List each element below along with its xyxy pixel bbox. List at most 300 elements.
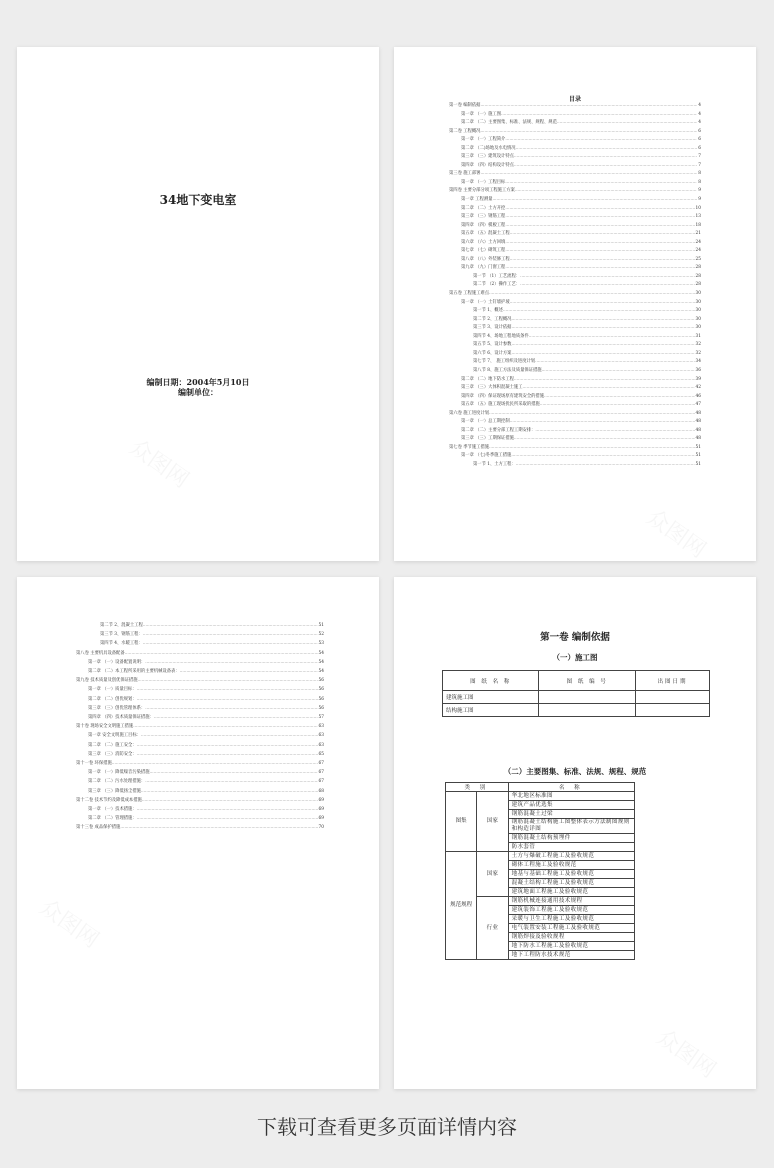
toc-leader xyxy=(489,290,694,299)
toc-entry-text: 第一章 （一）总工期控制 xyxy=(461,419,510,425)
toc-entry-text: 第四节 4、水暖工程： xyxy=(100,641,143,647)
watermark xyxy=(641,501,713,564)
toc-page-number: 48 xyxy=(695,419,701,425)
toc-page-number: 21 xyxy=(695,231,701,237)
toc-leader xyxy=(505,179,697,188)
toc-page-number: 32 xyxy=(695,350,701,356)
table-cell: 结构施工图 xyxy=(443,704,539,717)
toc-entry[interactable] xyxy=(449,427,701,436)
table-cell: 地下工程防水技术规范 xyxy=(508,951,634,960)
toc-leader xyxy=(511,324,694,333)
toc-page-number: 9 xyxy=(698,197,701,203)
toc-entry[interactable] xyxy=(76,713,324,722)
toc-page-number: 42 xyxy=(695,385,701,391)
toc-leader xyxy=(516,461,695,470)
toc-entry[interactable] xyxy=(449,230,701,239)
toc-entry[interactable] xyxy=(449,213,701,222)
toc-page-number: 30 xyxy=(695,291,701,297)
toc-entry[interactable] xyxy=(449,162,701,171)
toc-entry[interactable] xyxy=(449,205,701,214)
toc-entry[interactable] xyxy=(76,621,324,630)
toc-leader xyxy=(112,759,318,768)
toc-entry-text: 第三章 （三）工期保证措施 xyxy=(461,436,514,442)
toc-entry-text: 第一节 1、土方工程： xyxy=(473,461,516,467)
toc-page-number: 30 xyxy=(695,299,701,305)
table-row xyxy=(446,852,635,861)
toc-entry[interactable] xyxy=(76,630,324,639)
cover-title: 34地下变电室 xyxy=(159,193,237,207)
toc-entry-text: 第一章 （一）技术措施： xyxy=(88,807,137,813)
toc-entry[interactable] xyxy=(76,649,324,658)
table-cell: 钢筋焊接及验收规程 xyxy=(508,933,634,942)
toc-entry-text: 第八卷 主要机具设备配备 xyxy=(76,650,125,656)
toc-leader xyxy=(515,187,697,196)
toc-leader xyxy=(511,452,694,461)
toc-entry-text: 第一章 （七)冬季施工措施 xyxy=(461,453,512,459)
standards-table xyxy=(445,782,635,960)
toc-entry-text: 第六节 6、设计方案 xyxy=(473,350,512,356)
table-header: 图 纸 名 称 xyxy=(443,671,539,691)
toc-entry-text: 第三卷 施工部署 xyxy=(449,171,481,177)
toc-entry-text: 第三章 （三）大体积混凝土施工 xyxy=(461,385,523,391)
toc-entry[interactable] xyxy=(449,452,701,461)
toc-entry[interactable] xyxy=(449,384,701,393)
toc-entry-text: 第二章 （二）土方开挖 xyxy=(461,205,506,211)
table-cell: 华北地区标准图 xyxy=(508,792,634,801)
toc-entry[interactable] xyxy=(449,196,701,205)
toc-page-number: 67 xyxy=(318,761,324,767)
toc-entry-text: 第二章 （二）主要分部工程工期安排： xyxy=(461,427,536,433)
toc-leader xyxy=(516,145,698,154)
toc-leader xyxy=(137,695,318,704)
toc-leader xyxy=(535,358,694,367)
table-row xyxy=(443,704,710,717)
toc-leader xyxy=(143,630,318,639)
toc-entry-text: 第一章 （一）施工图 xyxy=(461,111,502,117)
toc-entry[interactable] xyxy=(76,768,324,777)
toc-leader xyxy=(511,341,694,350)
toc-entry[interactable] xyxy=(449,350,701,359)
toc-entry[interactable] xyxy=(449,136,701,145)
toc-entry-text: 第二章 （二）创优规划： xyxy=(88,696,137,702)
toc-leader xyxy=(510,230,695,239)
table-cell: 钢筋混凝土过梁 xyxy=(508,810,634,819)
toc-entry[interactable] xyxy=(76,639,324,648)
toc-entry[interactable] xyxy=(449,247,701,256)
table-row xyxy=(446,783,635,792)
toc-entry[interactable] xyxy=(449,119,701,128)
toc-entry-text: 第二节 2、工程概况 xyxy=(473,316,512,322)
table-cell: 建筑施工图 xyxy=(443,691,539,704)
toc-page-number: 24 xyxy=(695,239,701,245)
toc-entry-text: 第八节 8、施工方法及质量保证措施 xyxy=(473,367,542,373)
toc-leader xyxy=(489,444,694,453)
toc-leader xyxy=(529,333,695,342)
toc-leader xyxy=(137,805,318,814)
toc-entry-text: 第二节 2、混凝土工程 xyxy=(100,623,143,628)
toc-entry[interactable] xyxy=(449,333,701,342)
toc-entry-text: 第四章 （四）保证现场原有建筑安全的措施 xyxy=(461,393,545,399)
toc-entry-text: 第一节 （1）工艺流程： xyxy=(473,273,521,279)
toc-entry-text: 第八章 （八）外装修工程 xyxy=(461,256,510,262)
toc-leader xyxy=(514,153,697,162)
toc-entry-text: 第十一卷 环保措施 xyxy=(76,761,112,767)
toc-entry[interactable] xyxy=(76,704,324,713)
toc-entry[interactable] xyxy=(76,759,324,768)
toc-entry-text: 第一节 1、概述 xyxy=(473,308,503,314)
toc-entry[interactable] xyxy=(449,358,701,367)
toc-leader xyxy=(511,316,694,325)
table-row xyxy=(443,691,710,704)
toc-page-number: 57 xyxy=(318,715,324,721)
table-cell: 建筑装饰工程施工及验收规范 xyxy=(508,906,634,915)
toc-entry-text: 第一章 （一）工程目标 xyxy=(461,179,506,185)
toc-entry[interactable] xyxy=(449,299,701,308)
toc-page-number: 34 xyxy=(695,359,701,365)
toc-leader xyxy=(510,299,695,308)
toc-entry[interactable] xyxy=(76,814,324,823)
toc-page-number: 51 xyxy=(318,623,324,628)
toc-entry[interactable] xyxy=(449,281,701,290)
toc-entry-text: 第七章 （七）砌筑工程 xyxy=(461,248,506,254)
table-cell: 地下防水工程施工及验收规范 xyxy=(508,942,634,951)
toc-entry-text: 第九章 （九）门窗工程 xyxy=(461,265,506,271)
toc-page-number: 56 xyxy=(318,696,324,702)
toc-list xyxy=(449,102,701,470)
toc-leader xyxy=(145,777,317,786)
toc-page-number: 56 xyxy=(318,678,324,684)
toc-page-number: 69 xyxy=(318,807,324,813)
toc-entry-text: 第五章 （五）混凝土工程 xyxy=(461,231,510,237)
toc-entry-text: 第二章 （二）施工安全： xyxy=(88,742,137,748)
table-cell: 电气装置安装工程施工及验收规范 xyxy=(508,924,634,933)
toc-entry[interactable] xyxy=(76,823,324,832)
toc-leader xyxy=(142,796,318,805)
toc-entry-text: 第二章 （二)场地及水电情况 xyxy=(461,145,516,151)
table-header: 图 纸 编 号 xyxy=(539,671,635,691)
section-heading: （二）主要图集、标准、法规、规程、规范 xyxy=(503,767,647,776)
toc-entry-text: 第十卷 现场安全文明施工措施 xyxy=(76,724,134,730)
toc-entry-text: 第一章 （一）质量目标： xyxy=(88,687,137,693)
toc-page-number: 53 xyxy=(318,641,324,647)
toc-entry[interactable] xyxy=(449,128,701,137)
toc-entry-text: 第五节 5、设计参数 xyxy=(473,342,512,348)
toc-leader xyxy=(145,704,317,713)
section-heading: （一）施工图 xyxy=(552,653,598,662)
toc-entry-text: 第四章 （四）技术质量保证措施： xyxy=(88,715,154,721)
toc-page-number: 47 xyxy=(695,402,701,408)
toc-entry[interactable] xyxy=(449,324,701,333)
toc-entry-text: 第四卷 主要分部分项工程施工方案 xyxy=(449,188,515,194)
toc-entry-text: 第四节 4、场地工程地质条件 xyxy=(473,333,529,339)
toc-entry-text: 第七节 7、 施工组织及进度计划 xyxy=(473,359,536,365)
toc-page-number: 70 xyxy=(318,825,324,831)
watermark xyxy=(124,431,196,494)
toc-leader xyxy=(505,247,694,256)
toc-leader xyxy=(505,213,694,222)
toc-entry[interactable] xyxy=(449,179,701,188)
toc-leader xyxy=(150,768,318,777)
toc-leader xyxy=(505,264,694,273)
toc-leader xyxy=(523,384,695,393)
toc-entry-text: 第六卷 施工进度计划 xyxy=(449,410,490,416)
toc-entry[interactable] xyxy=(449,153,701,162)
toc-leader xyxy=(480,170,697,179)
table-cell: 国家 xyxy=(477,792,508,852)
table-header: 类 别 xyxy=(446,783,509,792)
toc-entry[interactable] xyxy=(449,264,701,273)
toc-leader xyxy=(505,239,694,248)
toc-page-number: 56 xyxy=(318,687,324,693)
toc-page-number: 68 xyxy=(318,788,324,794)
toc-leader xyxy=(180,667,318,676)
toc-entry[interactable] xyxy=(76,676,324,685)
table-row xyxy=(446,792,635,801)
toc-page-number: 63 xyxy=(318,724,324,730)
table-cell: 地基与基础工程施工及验收规范 xyxy=(508,870,634,879)
toc-page-number: 32 xyxy=(695,342,701,348)
cover-date: 编制日期：2004年5月10日 xyxy=(146,377,250,387)
toc-page-continued xyxy=(17,577,379,1089)
toc-page-number: 4 xyxy=(698,111,701,117)
toc-page-number: 52 xyxy=(318,632,324,638)
toc-entry[interactable] xyxy=(449,418,701,427)
table-cell: 钢筋机械连接通用技术规程 xyxy=(508,897,634,906)
toc-page-number: 56 xyxy=(318,705,324,711)
toc-entry[interactable] xyxy=(449,145,701,154)
toc-entry[interactable] xyxy=(76,667,324,676)
toc-page-number: 30 xyxy=(695,316,701,322)
table-cell: 砌体工程施工及验收规范 xyxy=(508,861,634,870)
toc-entry[interactable] xyxy=(449,307,701,316)
toc-leader xyxy=(511,350,694,359)
toc-entry-text: 第三节 3、设计依据 xyxy=(473,325,512,331)
table-cell: 钢筋混凝土结构预埋件 xyxy=(508,834,634,843)
toc-page-number: 48 xyxy=(695,410,701,416)
toc-entry[interactable] xyxy=(76,796,324,805)
toc-entry[interactable] xyxy=(76,805,324,814)
table-cell: 建筑产品优选集 xyxy=(508,801,634,810)
toc-page xyxy=(394,47,756,561)
toc-leader xyxy=(514,162,697,171)
toc-leader xyxy=(514,435,695,444)
toc-entry-text: 第二卷 工程概况 xyxy=(449,128,481,134)
toc-page-number: 13 xyxy=(695,214,701,220)
toc-entry-text: 第一章 （一）降低噪音污染措施 xyxy=(88,770,150,776)
toc-leader xyxy=(137,741,318,750)
toc-entry-text: 第二章 （二）地下防水工程 xyxy=(461,376,514,382)
toc-entry[interactable] xyxy=(449,410,701,419)
toc-page-number: 24 xyxy=(695,248,701,254)
toc-leader xyxy=(510,418,695,427)
toc-entry[interactable] xyxy=(76,750,324,759)
toc-leader xyxy=(480,128,697,137)
toc-leader xyxy=(120,823,317,832)
toc-page-number: 28 xyxy=(695,273,701,279)
toc-page-number: 6 xyxy=(698,145,701,151)
toc-entry[interactable] xyxy=(449,461,701,470)
toc-entry-text: 第五卷 工程施工难点 xyxy=(449,291,490,297)
toc-entry[interactable] xyxy=(449,367,701,376)
toc-entry-text: 第三节 3、钢筋工程： xyxy=(100,632,143,638)
toc-leader xyxy=(503,307,695,316)
table-cell: 防水套管 xyxy=(508,843,634,852)
toc-leader xyxy=(510,256,695,265)
toc-entry[interactable] xyxy=(449,273,701,282)
toc-entry[interactable] xyxy=(449,435,701,444)
toc-page-number: 54 xyxy=(318,650,324,656)
toc-entry-text: 第九卷 技术质量及创优保证措施 xyxy=(76,678,138,684)
toc-leader xyxy=(520,281,694,290)
toc-leader xyxy=(125,649,318,658)
toc-entry-text: 第三章 （三）创优管理体系： xyxy=(88,705,146,711)
toc-entry[interactable] xyxy=(449,341,701,350)
cover-page xyxy=(17,47,379,561)
table-cell: 规范规程 xyxy=(446,852,477,960)
toc-page-number: 63 xyxy=(318,742,324,748)
table-header: 出图日期 xyxy=(635,671,709,691)
toc-entry[interactable] xyxy=(449,256,701,265)
toc-entry-text: 第六章 （六）土方回填 xyxy=(461,239,506,245)
toc-leader xyxy=(137,685,318,694)
toc-page-number: 4 xyxy=(698,120,701,126)
toc-page-number: 30 xyxy=(695,325,701,331)
toc-leader xyxy=(137,750,318,759)
table-cell: 图集 xyxy=(446,792,477,852)
table-cell: 采暖与卫生工程施工及验收规范 xyxy=(508,915,634,924)
toc-page-number: 39 xyxy=(695,376,701,382)
toc-entry[interactable] xyxy=(449,187,701,196)
toc-entry-text: 第五章 （五）施工现场扰民所采取的措施 xyxy=(461,402,540,408)
toc-entry-text: 第二章 （二）本工程所采用的主要机械设备表： xyxy=(88,669,180,675)
toc-entry[interactable] xyxy=(76,658,324,667)
toc-page-number: 48 xyxy=(695,427,701,433)
toc-entry[interactable] xyxy=(449,393,701,402)
table-cell: 建筑地面工程施工及验收规范 xyxy=(508,888,634,897)
table-cell xyxy=(539,704,635,717)
toc-entry[interactable] xyxy=(76,695,324,704)
toc-entry-text: 第二章 （二）污水处理措施： xyxy=(88,779,146,785)
toc-page-number: 25 xyxy=(695,256,701,262)
toc-entry[interactable] xyxy=(449,102,701,111)
toc-page-number: 69 xyxy=(318,797,324,803)
toc-page-number: 46 xyxy=(695,393,701,399)
toc-leader xyxy=(480,102,697,111)
table-cell: 土方与爆破工程施工及验收规范 xyxy=(508,852,634,861)
toc-leader xyxy=(505,222,694,231)
table-cell: 行业 xyxy=(477,897,508,960)
toc-entry[interactable] xyxy=(449,222,701,231)
toc-entry-text: 第四章 （四）模板工程 xyxy=(461,222,506,228)
toc-page-number: 4 xyxy=(698,103,701,108)
toc-page-number: 6 xyxy=(698,137,701,143)
toc-leader xyxy=(535,427,694,436)
toc-page-number: 51 xyxy=(695,461,701,467)
toc-page-number: 6 xyxy=(698,128,701,134)
toc-entry[interactable] xyxy=(449,239,701,248)
toc-page-number: 63 xyxy=(318,733,324,739)
chapter-heading: 第一卷 编制依据 xyxy=(540,632,610,643)
toc-page-number: 10 xyxy=(695,205,701,211)
toc-leader xyxy=(143,621,318,630)
toc-entry[interactable] xyxy=(449,290,701,299)
table-cell xyxy=(539,691,635,704)
toc-entry[interactable] xyxy=(76,731,324,740)
toc-page-number: 9 xyxy=(698,188,701,194)
toc-entry[interactable] xyxy=(449,170,701,179)
toc-page-number: 28 xyxy=(695,265,701,271)
toc-entry-text: 第二章 （二）管理措施： xyxy=(88,816,137,822)
toc-leader xyxy=(141,787,318,796)
toc-leader xyxy=(542,367,695,376)
toc-leader xyxy=(145,658,317,667)
toc-leader xyxy=(505,136,697,145)
table-cell: 混凝土结构工程施工及验收规范 xyxy=(508,879,634,888)
toc-leader xyxy=(544,393,695,402)
toc-leader xyxy=(133,722,317,731)
toc-entry-text: 第三章 （三）钢筋工程 xyxy=(461,214,506,220)
table-cell: 钢筋混凝土结构施工图整体表示方法制图规则和构造详图 xyxy=(508,819,634,834)
toc-entry[interactable] xyxy=(76,722,324,731)
table-cell xyxy=(635,691,709,704)
drawing-table xyxy=(442,670,710,717)
toc-entry[interactable] xyxy=(76,787,324,796)
toc-entry[interactable] xyxy=(449,444,701,453)
toc-page-number: 30 xyxy=(695,308,701,314)
toc-page-number: 31 xyxy=(695,333,701,339)
toc-page-number: 18 xyxy=(695,222,701,228)
toc-page-number: 7 xyxy=(698,162,701,168)
toc-entry-text: 第三章 （三）降低扬尘措施 xyxy=(88,788,141,794)
toc-leader xyxy=(137,814,318,823)
toc-list xyxy=(76,621,324,833)
toc-page-number: 54 xyxy=(318,669,324,675)
toc-entry[interactable] xyxy=(76,741,324,750)
toc-page-number: 7 xyxy=(698,154,701,160)
table-header: 名 称 xyxy=(508,783,634,792)
toc-page-number: 8 xyxy=(698,171,701,177)
toc-page-number: 36 xyxy=(695,367,701,373)
table-cell xyxy=(635,704,709,717)
toc-entry-text: 第一卷 编制依据 xyxy=(449,103,481,108)
toc-entry[interactable] xyxy=(76,777,324,786)
toc-entry-text: 第三章 （三）消防安全： xyxy=(88,751,137,757)
toc-entry[interactable] xyxy=(449,316,701,325)
toc-entry-text: 第一章 （一）工程简介 xyxy=(461,137,506,143)
toc-page-number: 51 xyxy=(695,444,701,450)
toc-leader xyxy=(514,376,695,385)
toc-leader xyxy=(557,119,697,128)
toc-leader xyxy=(154,713,318,722)
toc-entry-text: 第一章 工程测量 xyxy=(461,197,493,203)
toc-leader xyxy=(492,196,697,205)
toc-entry-text: 第一章 安全文明施工目标： xyxy=(88,733,141,739)
toc-entry[interactable] xyxy=(76,685,324,694)
toc-entry[interactable] xyxy=(449,111,701,120)
toc-entry-text: 第一章 （一）土钉墙护坡 xyxy=(461,299,510,305)
toc-entry[interactable] xyxy=(449,376,701,385)
toc-entry-text: 第四章 （四）结构设计特点 xyxy=(461,162,514,168)
toc-page-number: 67 xyxy=(318,779,324,785)
toc-entry-text: 第二章 （二）主要图集、标准、法规、规程、规范 xyxy=(461,120,557,126)
toc-leader xyxy=(520,273,694,282)
toc-entry[interactable] xyxy=(449,401,701,410)
toc-leader xyxy=(505,205,694,214)
caption: 下载可查看更多页面详情内容 xyxy=(257,1115,517,1139)
toc-entry-text: 第二节 （2）操作工艺： xyxy=(473,282,521,288)
watermark xyxy=(651,1021,723,1084)
toc-page-number: 51 xyxy=(695,453,701,459)
